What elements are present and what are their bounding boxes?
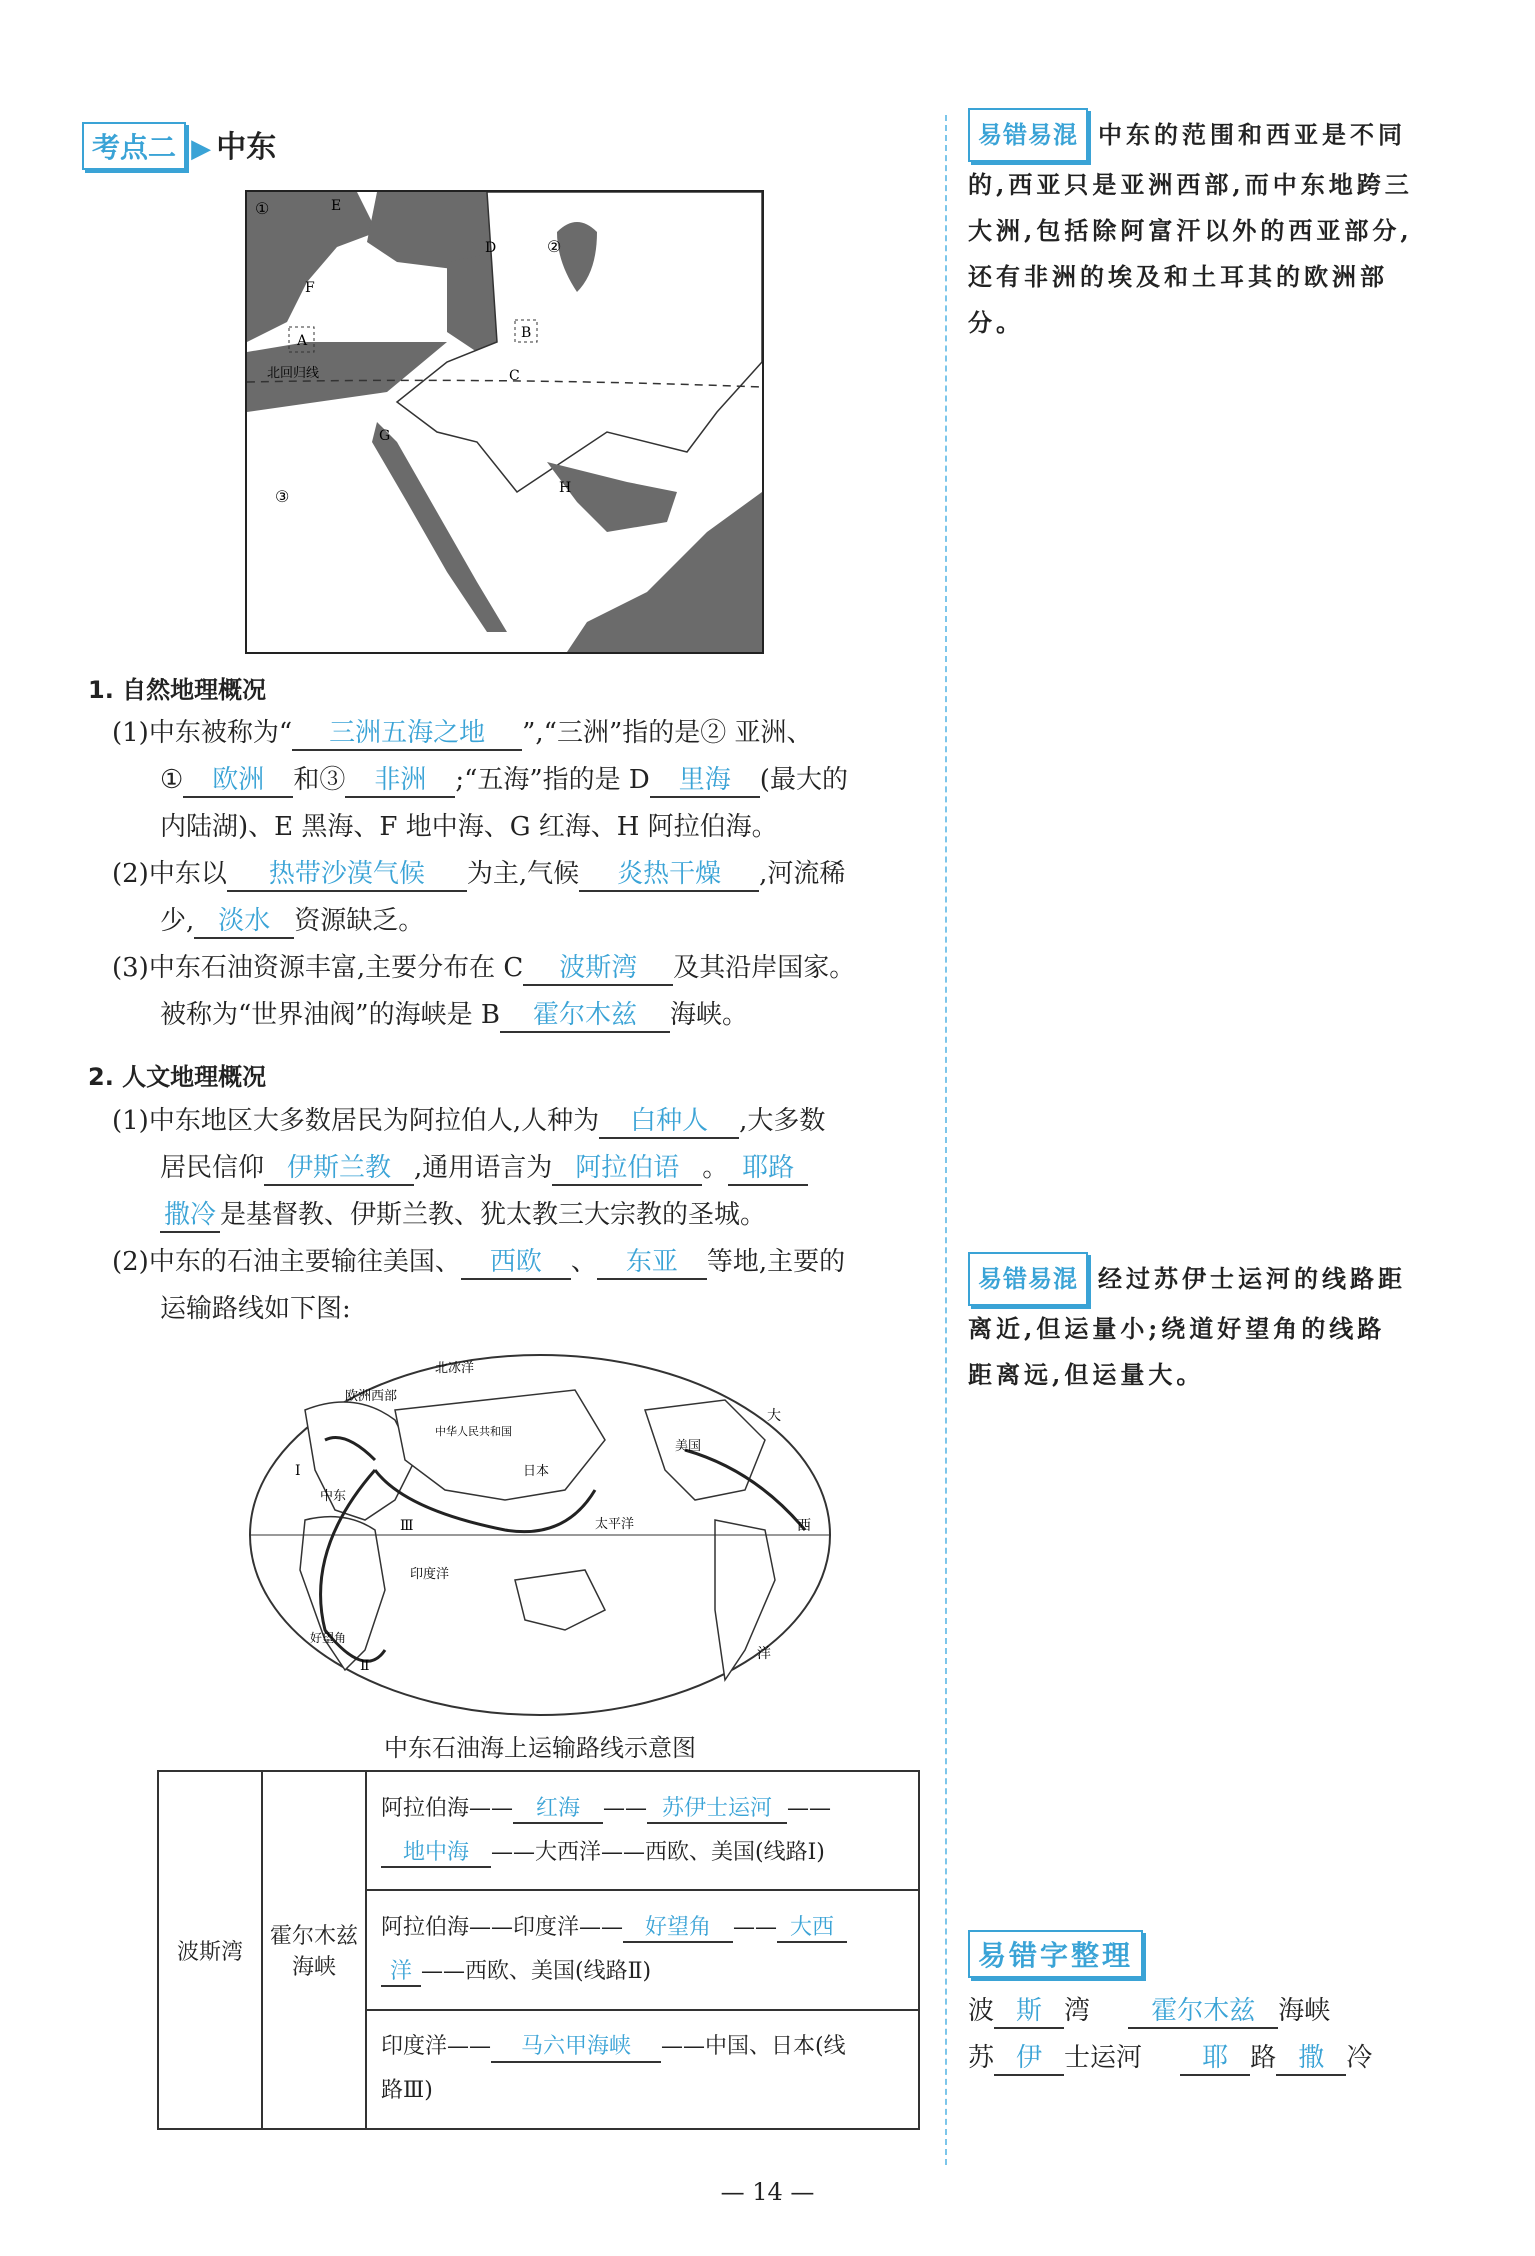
table-route-2 bbox=[366, 1890, 919, 2009]
map2-label-china: 中华人民共和国 bbox=[435, 1425, 512, 1438]
blank-freshwater: 淡水 bbox=[194, 906, 294, 939]
part1-heading: 1. 自然地理概况 bbox=[88, 676, 267, 704]
text: 印度洋—— bbox=[381, 2034, 492, 2060]
blank-west-europe: 西欧 bbox=[461, 1247, 571, 1280]
text: —— bbox=[733, 1914, 778, 1940]
blank-si: 斯 bbox=[994, 1996, 1064, 2029]
map2-label-usa: 美国 bbox=[675, 1439, 702, 1454]
side-note-3-line2 bbox=[968, 2035, 1413, 2082]
map1-label-c: C bbox=[509, 368, 520, 384]
map2-label-cape: 好望角 bbox=[310, 1631, 347, 1645]
blank-persian-gulf: 波斯湾 bbox=[523, 953, 673, 986]
text: 是基督教、伊斯兰教、犹太教三大宗教的圣城。 bbox=[220, 1200, 767, 1230]
text: ;“五海”指的是 D bbox=[455, 765, 650, 795]
text: ,通用语言为 bbox=[414, 1153, 553, 1183]
blank-malacca: 马六甲海峡 bbox=[491, 2034, 661, 2062]
table-strait-cell: 霍尔木兹海峡 bbox=[262, 1771, 366, 2129]
text: 阿拉伯海——印度洋—— bbox=[381, 1914, 624, 1940]
table-row bbox=[158, 1771, 919, 1890]
text: 为主,气候 bbox=[466, 859, 580, 889]
text: 海峡。 bbox=[669, 1000, 748, 1030]
map2-label-japan: 日本 bbox=[523, 1464, 550, 1479]
map1-label-3: ③ bbox=[275, 487, 290, 506]
map1-label-1: ① bbox=[255, 199, 270, 218]
side-note-1 bbox=[968, 108, 1413, 346]
map2-label-da: 大 bbox=[767, 1408, 781, 1424]
table-route-3 bbox=[366, 2010, 919, 2129]
oil-route-map bbox=[245, 1350, 835, 1720]
text: ——大西洋——西欧、美国(线路Ⅰ) bbox=[491, 1839, 825, 1865]
map1-label-d: D bbox=[485, 240, 497, 256]
text: 湾 bbox=[1064, 1996, 1091, 2026]
map2-label-route3: Ⅲ bbox=[400, 1518, 414, 1534]
text: (2)中东的石油主要输往美国、 bbox=[112, 1247, 461, 1277]
map1-label-tropic: 北回归线 bbox=[267, 366, 320, 381]
blank-religion: 伊斯兰教 bbox=[264, 1153, 414, 1186]
part2-body bbox=[112, 1098, 922, 1333]
text: 苏 bbox=[968, 2043, 995, 2073]
text: ——中国、日本(线 bbox=[661, 2034, 846, 2060]
map2-label-route1: Ⅰ bbox=[295, 1463, 301, 1479]
blank-huoermuzi: 霍尔木兹 bbox=[1128, 1996, 1278, 2029]
side-note-2-body: 经过苏伊士运河的线路距离近,但运量小;绕道好望角的线路距离远,但运量大。 bbox=[968, 1264, 1406, 1389]
part2-line1 bbox=[112, 1098, 922, 1145]
table-origin-cell: 波斯湾 bbox=[158, 1771, 262, 2129]
map2-label-xi: 西 bbox=[797, 1518, 811, 1534]
blank-atlantic-b: 洋 bbox=[381, 1959, 421, 1987]
text: 阿拉伯海—— bbox=[381, 1795, 514, 1821]
text: 。 bbox=[702, 1153, 729, 1183]
blank-caspian: 里海 bbox=[650, 765, 760, 798]
text: 路Ⅲ) bbox=[381, 2078, 433, 2104]
blank-suez: 苏伊士运河 bbox=[647, 1796, 787, 1824]
text: 、 bbox=[570, 1247, 597, 1277]
section-title: 中东 bbox=[216, 130, 277, 165]
map1-label-e: E bbox=[331, 198, 342, 214]
text: ,大多数 bbox=[739, 1106, 826, 1136]
map1-label-f: F bbox=[305, 280, 315, 296]
blank-red-sea: 红海 bbox=[513, 1796, 603, 1824]
blank-race: 白种人 bbox=[599, 1106, 739, 1139]
map2-caption: 中东石油海上运输路线示意图 bbox=[384, 1734, 696, 1762]
text: 资源缺乏。 bbox=[294, 906, 425, 936]
map2-label-west-europe: 欧洲西部 bbox=[345, 1389, 398, 1404]
blank-east-asia: 东亚 bbox=[597, 1247, 707, 1280]
map1-label-h: H bbox=[559, 480, 572, 496]
text: 路 bbox=[1250, 2043, 1277, 2073]
part2-line3 bbox=[112, 1192, 922, 1239]
text: —— bbox=[787, 1795, 832, 1821]
map1-label-a: A bbox=[297, 333, 308, 349]
text: 少, bbox=[160, 906, 195, 936]
blank-sa: 撒 bbox=[1276, 2043, 1346, 2076]
side-note-3 bbox=[968, 1930, 1413, 2082]
blank-atlantic-a: 大西 bbox=[777, 1915, 847, 1943]
text: 士运河 bbox=[1064, 2043, 1143, 2073]
blank-hot-dry: 炎热干燥 bbox=[579, 859, 759, 892]
blank-three-continents: 三洲五海之地 bbox=[292, 718, 522, 751]
part1-line7 bbox=[112, 992, 922, 1039]
blank-africa: 非洲 bbox=[345, 765, 455, 798]
text: (最大的 bbox=[759, 765, 848, 795]
text: ——西欧、美国(线路Ⅱ) bbox=[421, 1958, 652, 1984]
text: 居民信仰 bbox=[160, 1153, 265, 1183]
blank-hormuz: 霍尔木兹 bbox=[500, 1000, 670, 1033]
section-arrow-icon: ▶ bbox=[191, 134, 212, 164]
part1-line5 bbox=[112, 898, 922, 945]
blank-jerusalem-b: 撒冷 bbox=[160, 1200, 220, 1233]
side-note-3-line1 bbox=[968, 1988, 1413, 2035]
text: 及其沿岸国家。 bbox=[673, 953, 856, 983]
blank-climate: 热带沙漠气候 bbox=[227, 859, 467, 892]
text: ,河流稀 bbox=[759, 859, 846, 889]
side-note-2-tag: 易错易混 bbox=[968, 1252, 1088, 1306]
middle-east-map-svg bbox=[247, 192, 762, 652]
text: 运输路线如下图: bbox=[160, 1294, 351, 1324]
side-note-1-body: 中东的范围和西亚是不同的,西亚只是亚洲西部,而中东地跨三大洲,包括除阿富汗以外的西亚部分,还有非洲的埃及和土耳其的欧洲部分。 bbox=[968, 120, 1413, 337]
persian-gulf-shape bbox=[547, 462, 677, 532]
blank-jerusalem-a: 耶路 bbox=[728, 1153, 808, 1186]
map1-label-2: ② bbox=[547, 237, 562, 256]
blank-cape: 好望角 bbox=[623, 1915, 733, 1943]
blank-yi: 伊 bbox=[994, 2043, 1064, 2076]
map2-label-pacific: 太平洋 bbox=[595, 1517, 635, 1532]
text: 等地,主要的 bbox=[706, 1247, 846, 1277]
map1-label-b: B bbox=[521, 325, 532, 341]
side-note-3-title: 易错字整理 bbox=[968, 1930, 1143, 1978]
map2-label-indian-ocean: 印度洋 bbox=[410, 1567, 450, 1582]
map1-label-g: G bbox=[379, 428, 391, 444]
map2-label-middle-east: 中东 bbox=[320, 1489, 347, 1504]
part1-line6 bbox=[112, 945, 922, 992]
side-note-2-text bbox=[968, 1252, 1413, 1398]
part2-line5 bbox=[112, 1286, 922, 1333]
text: 海峡 bbox=[1278, 1996, 1331, 2026]
side-note-2 bbox=[968, 1252, 1413, 1398]
text: (1)中东被称为“ bbox=[112, 718, 293, 748]
text: (1)中东地区大多数居民为阿拉伯人,人种为 bbox=[112, 1106, 600, 1136]
section-heading bbox=[82, 122, 276, 170]
side-note-1-text bbox=[968, 108, 1413, 346]
oil-route-map-svg bbox=[245, 1350, 835, 1720]
part1-line1 bbox=[112, 710, 922, 757]
map2-label-yang: 洋 bbox=[757, 1646, 771, 1662]
text: 被称为“世界油阀”的海峡是 B bbox=[160, 1000, 500, 1030]
part1-line4 bbox=[112, 851, 922, 898]
text: —— bbox=[603, 1795, 648, 1821]
table-route-1 bbox=[366, 1771, 919, 1890]
page-number: — 14 — bbox=[720, 2178, 815, 2206]
text: 波 bbox=[968, 1996, 995, 2026]
text: 冷 bbox=[1346, 2043, 1373, 2073]
text: 内陆湖)、E 黑海、F 地中海、G 红海、H 阿拉伯海。 bbox=[160, 812, 778, 842]
blank-mediterranean: 地中海 bbox=[381, 1840, 491, 1868]
column-divider bbox=[945, 115, 947, 2165]
map2-label-arctic: 北冰洋 bbox=[435, 1361, 475, 1376]
blank-ye: 耶 bbox=[1180, 2043, 1250, 2076]
text: (3)中东石油资源丰富,主要分布在 C bbox=[112, 953, 524, 983]
blank-language: 阿拉伯语 bbox=[552, 1153, 702, 1186]
text: ① bbox=[160, 765, 184, 795]
part1-body bbox=[112, 710, 922, 1039]
text: 和③ bbox=[293, 765, 346, 795]
section-badge: 考点二 bbox=[82, 122, 186, 170]
text: (2)中东以 bbox=[112, 859, 227, 889]
part1-line3 bbox=[112, 804, 922, 851]
map2-label-route2: Ⅱ bbox=[360, 1658, 370, 1674]
blank-europe: 欧洲 bbox=[183, 765, 293, 798]
part2-line2 bbox=[112, 1145, 922, 1192]
part2-heading: 2. 人文地理概况 bbox=[88, 1063, 267, 1091]
part1-line2 bbox=[112, 757, 922, 804]
side-note-1-tag: 易错易混 bbox=[968, 108, 1088, 162]
route-table bbox=[157, 1770, 920, 2130]
part2-line4 bbox=[112, 1239, 922, 1286]
text: ”,“三洲”指的是② 亚洲、 bbox=[522, 718, 813, 748]
middle-east-map bbox=[245, 190, 764, 654]
